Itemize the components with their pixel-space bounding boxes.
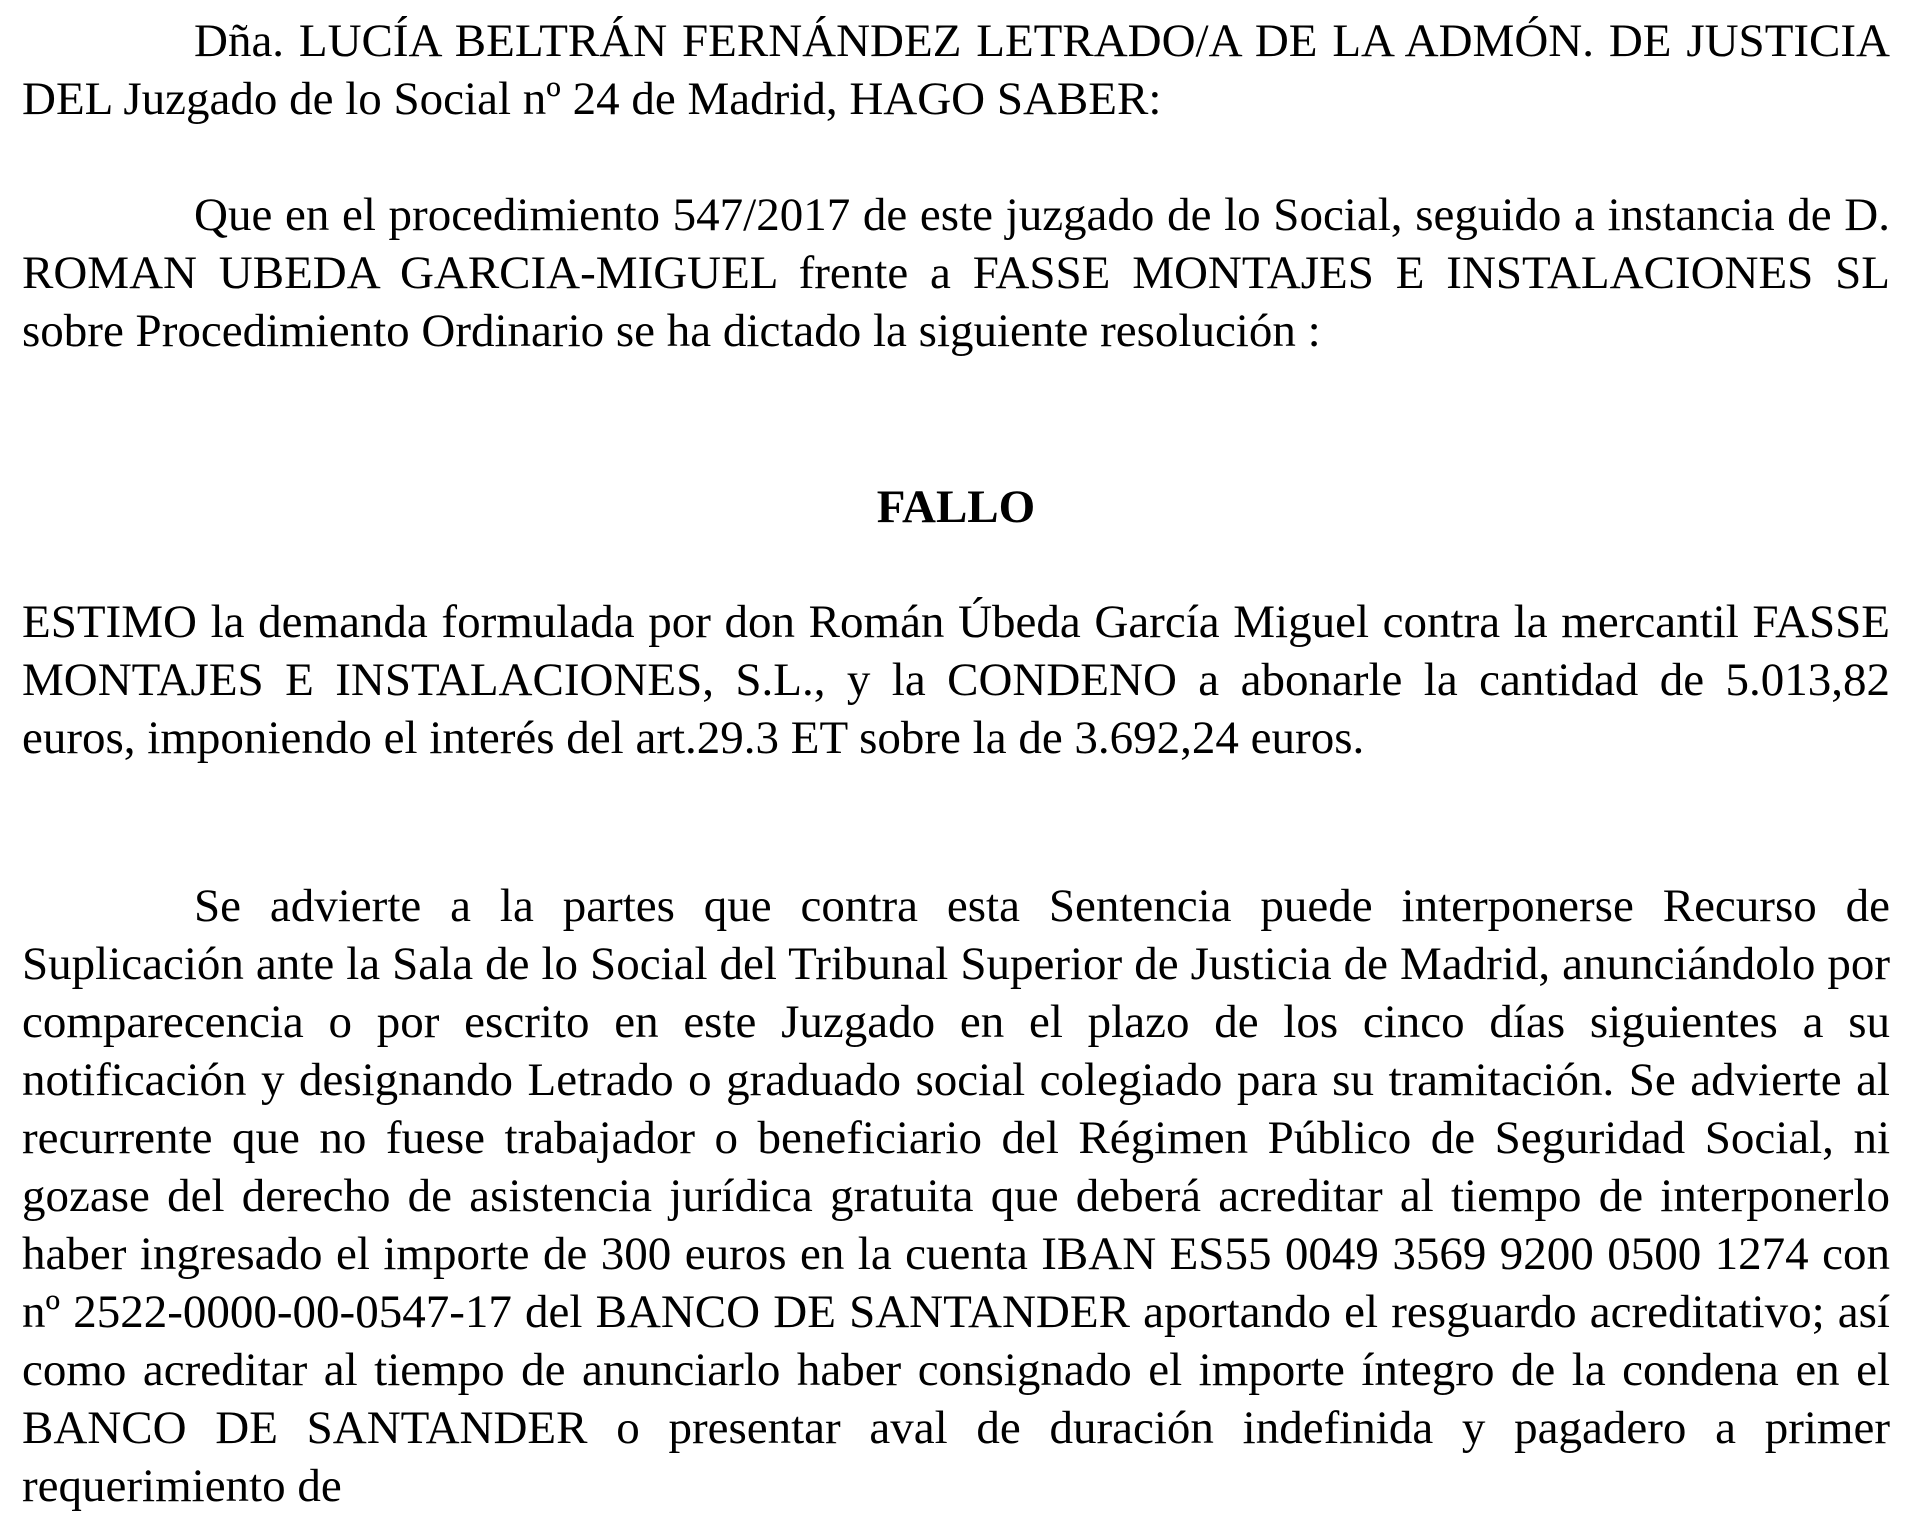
fallo-heading: FALLO <box>876 481 1036 533</box>
procedure-paragraph: Que en el procedimiento 547/2017 de este juzgado de lo Social, seguido a instancia de D. ROMAN UBEDA GARCIA-MIGUEL frente a FASSE MONTAJES E INSTALACIONES SL sobre Procedimiento Ordinario se ha dictado la siguiente resolución : <box>22 189 1890 357</box>
ruling-paragraph: ESTIMO la demanda formulada por don Román Úbeda García Miguel contra la mercantil FASSE MONTAJES E INSTALACIONES, S.L., y la CONDENO a abonarle la cantidad de 5.013,82 euros, imponiendo el interés del art.29.3 ET sobre la de 3.692,24 euros. <box>22 596 1890 764</box>
intro-paragraph: Dña. LUCÍA BELTRÁN FERNÁNDEZ LETRADO/A DE LA ADMÓN. DE JUSTICIA DEL Juzgado de lo Social nº 24 de Madrid, HAGO SABER: <box>22 15 1890 125</box>
notice-paragraph: Se advierte a la partes que contra esta Sentencia puede interponerse Recurso de Suplicación ante la Sala de lo Social del Tribunal Superior de Justicia de Madrid, anunciándolo por comparecencia o por escrito en este Juzgado en el plazo de los cinco días siguientes a su notificación y designando Letrado o graduado social colegiado para su tramitación. Se advierte al recurrente que no fuese trabajador o beneficiario del Régimen Público de Seguridad Social, ni gozase del derecho de asistencia jurídica gratuita que deberá acreditar al tiempo de interponerlo haber ingresado el importe de 300 euros en la cuenta IBAN ES55 0049 3569 9200 0500 1274 con nº 2522-0000-00-0547-17 del BANCO DE SANTANDER aportando el resguardo acreditativo; así como acreditar al tiempo de anunciarlo haber consignado el importe íntegro de la condena en el BANCO DE SANTANDER o presentar aval de duración indefinida y pagadero a primer requerimiento de <box>22 880 1890 1512</box>
